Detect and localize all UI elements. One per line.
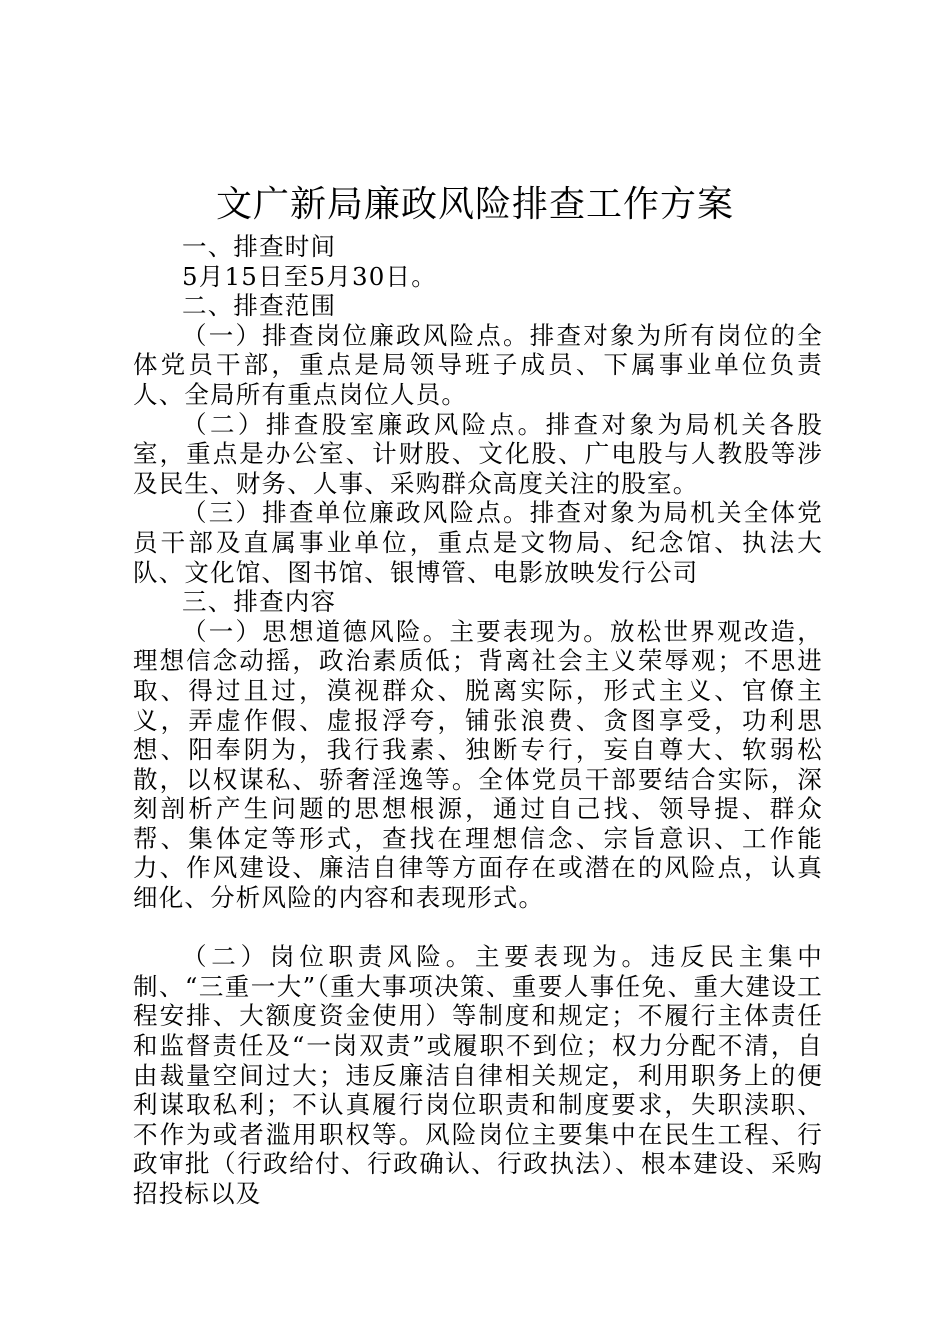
paragraph-scope-positions: （一）排查岗位廉政风险点。排查对象为所有岗位的全体党员干部，重点是局领导班子成员、下属事业单位负责人、全局所有重点岗位人员。: [133, 320, 823, 409]
paragraph-scope-offices: （二）排查股室廉政风险点。排查对象为局机关各股室，重点是办公室、计财股、文化股、广电股与人教股等涉及民生、财务、人事、采购群众高度关注的股室。: [133, 409, 823, 498]
paragraph-content-ideology: （一）思想道德风险。主要表现为。放松世界观改造，理想信念动摇，政治素质低；背离社会主义荣辱观；不思进取、得过且过，漠视群众、脱离实际，形式主义、官僚主义，弄虚作假、虚报浮夸，铺张浪费、贪图享受，功利思想、阳奉阴为，我行我素、独断专行，妄自尊大、软弱松散，以权谋私、骄奢淫逸等。全体党员干部要结合实际，深刻剖析产生问题的思想根源，通过自己找、领导提、群众帮、集体定等形式，查找在理想信念、宗旨意识、工作能力、作风建设、廉洁自律等方面存在或潜在的风险点，认真细化、分析风险的内容和表现形式。: [133, 616, 823, 913]
paragraph-time-range: 5月15日至5月30日。: [182, 261, 437, 291]
section-heading-scope: 二、排查范围: [182, 291, 337, 321]
paragraph-scope-units: （三）排查单位廉政风险点。排查对象为局机关全体党员干部及直属事业单位，重点是文物局、纪念馆、执法大队、文化馆、图书馆、银博管、电影放映发行公司: [133, 498, 823, 587]
document-title: 文广新局廉政风险排查工作方案: [215, 184, 734, 225]
section-heading-content: 三、排查内容: [182, 587, 337, 617]
section-heading-time: 一、排查时间: [182, 232, 337, 261]
paragraph-content-duty: （二）岗位职责风险。主要表现为。违反民主集中制、“三重一大”（重大事项决策、重要人事任免、重大建设工程安排、大额度资金使用）等制度和规定；不履行主体责任和监督责任及“一岗双责”或履职不到位；权力分配不清，自由裁量空间过大；违反廉洁自律相关规定，利用职务上的便利谋取私利；不认真履行岗位职责和制度要求，失职渎职、不作为或者滥用职权等。风险岗位主要集中在民生工程、行政审批（行政给付、行政确认、行政执法）、根本建设、采购招投标以及: [133, 942, 823, 1208]
document-body: [133, 232, 823, 1209]
